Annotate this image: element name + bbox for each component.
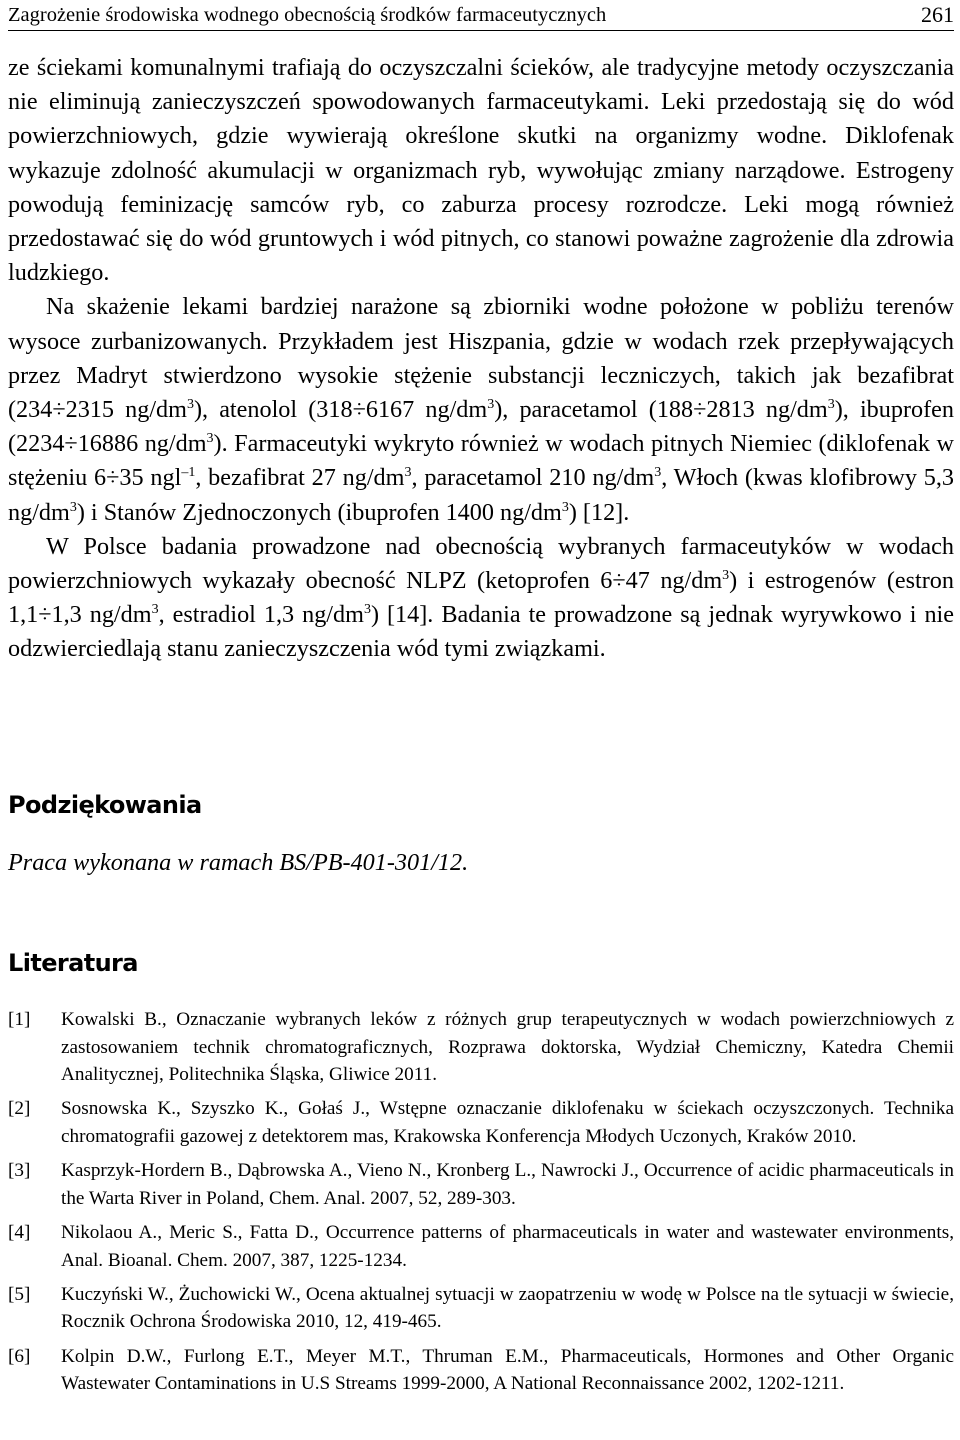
acknowledgments-heading: Podziękowania [8,791,202,819]
superscript: –1 [181,465,196,481]
paragraph-3 [8,530,954,667]
superscript: 3 [561,499,569,515]
paragraph-text: ze ściekami komunalnymi trafiają do oczyszczalni ścieków, ale tradycyjne metody oczyszczania nie eliminują zanieczyszczeń spowodowanych farmaceutykami. Leki przedostają się do wód powierzchniowych, gdzie wywierają określone skutki na organizmy wodne. Diklofenak wykazuje zdolność akumulacji w organizmach ryb, wywołując zmiany narządowe. Estrogeny powodują feminizację samców ryb, co zaburza procesy rozrodcze. Leki mogą również przedostawać się do wód gruntowych i wód pitnych, co stanowi poważne zagrożenie dla zdrowia ludzkiego. [8,54,954,287]
paragraph-text: ), ibuprofen (2234÷16886 ng/dm [8,396,954,458]
superscript: 3 [186,397,194,413]
paragraph-text: ) [14]. Badania te prowadzone są jednak wyrywkowo i nie odzwierciedlają stanu zanieczyszczenia wód tymi związkami. [8,601,954,663]
reference-number: [6] [8,1345,31,1367]
superscript: 3 [69,499,77,515]
superscript: 3 [363,602,371,618]
superscript: 3 [654,465,662,481]
reference-number: [3] [8,1160,31,1182]
paragraph-text: ), paracetamol (188÷2813 ng/dm [494,396,828,424]
reference-text: Kuczyński W., Żuchowicki W., Ocena aktualnej sytuacji w zaopatrzeniu w wodę w Polsce na tle sytuacji w świecie, Rocznik Ochrona Środowiska 2010, 12, 419-465. [61,1283,954,1333]
reference-text: Sosnowska K., Szyszko K., Gołaś J., Wstępne oznaczanie diklofenaku w ściekach oczyszczonych. Technika chromatografii gazowej z detektorem mas, Krakowska Konferencja Młodych Uczonych, Kraków 2010. [61,1098,954,1147]
paragraph-text: , estradiol 1,3 ng/dm [158,601,364,629]
running-header [8,0,954,31]
reference-text: Kolpin D.W., Furlong E.T., Meyer M.T., Thruman E.M., Pharmaceuticals, Hormones and Other Organic Wastewater Contaminations in U.S Streams 1999-2000, A National Reconnaissance 2002, 1202-1211. [61,1345,954,1395]
reference-item [8,1219,954,1274]
references-heading: Literatura [8,949,138,977]
superscript: 3 [722,568,730,584]
reference-number: [4] [8,1221,31,1243]
reference-item [8,1281,954,1336]
reference-item [8,1006,954,1089]
paragraph-text: , paracetamol 210 ng/dm [411,464,655,492]
superscript: 3 [404,465,412,481]
paragraph-text: ) i Stanów Zjednoczonych (ibuprofen 1400 ng/dm [76,498,562,526]
paragraph-2 [8,290,954,529]
reference-number: [5] [8,1283,31,1305]
reference-item [8,1343,954,1398]
reference-number: [2] [8,1098,31,1120]
paragraph-text: W Polsce badania prowadzone nad obecnością wybranych farmaceutyków w wodach powierzchniowych wykazały obecność NLPZ (ketoprofen 6÷47 ng/dm [8,532,954,595]
body-text [8,51,954,667]
page [8,0,954,1440]
page-number: 261 [921,2,954,27]
superscript: 3 [151,602,159,618]
paragraph-text: , Włoch (kwas klofibrowy 5,3 ng/dm [8,464,954,526]
reference-item [8,1095,954,1150]
superscript: 3 [487,397,495,413]
running-title: Zagrożenie środowiska wodnego obecnością środków farmaceutycznych [8,4,607,26]
acknowledgments-text: Praca wykonana w ramach BS/PB-401-301/12. [8,849,469,876]
superscript: 3 [827,397,835,413]
reference-text: Kasprzyk-Hordern B., Dąbrowska A., Vieno N., Kronberg L., Nawrocki J., Occurrence of acidic pharmaceuticals in the Warta River in Poland, Chem. Anal. 2007, 52, 289-303. [61,1160,954,1209]
reference-number: [1] [8,1009,31,1030]
superscript: 3 [206,431,214,447]
reference-text: Nikolaou A., Meric S., Fatta D., Occurrence patterns of pharmaceuticals in water and wastewater environments, Anal. Bioanal. Chem. 2007, 387, 1225-1234. [61,1221,954,1271]
paragraph-text: ). Farmaceutyki wykryto również w wodach pitnych Niemiec (diklofenak w stężeniu 6÷35 ngl [8,430,954,492]
reference-item [8,1157,954,1212]
paragraph-1 [8,51,954,290]
reference-list [8,1006,954,1404]
paragraph-text: , bezafibrat 27 ng/dm [195,464,405,492]
reference-text: Kowalski B., Oznaczanie wybranych leków z różnych grup terapeutycznych w wodach powierzchniowych z zastosowaniem technik chromatograficznych, Rozprawa doktorska, Wydział Chemiczny, Katedra Chemii Analitycznej, Politechnika Śląska, Gliwice 2011. [61,1009,954,1086]
paragraph-text: ), atenolol (318÷6167 ng/dm [193,396,488,424]
paragraph-text: ) [12]. [568,498,630,526]
paragraph-text: Na skażenie lekami bardziej narażone są zbiorniki wodne położone w pobliżu terenów wysoce zurbanizowanych. Przykładem jest Hiszpania, gdzie w wodach rzek przepływających przez Madryt stwierdzono wysokie stężenie substancji leczniczych, takich jak bezafibrat (234÷2315 ng/dm [8,293,954,424]
paragraph-text: ) i estrogenów (estron 1,1÷1,3 ng/dm [8,567,954,629]
